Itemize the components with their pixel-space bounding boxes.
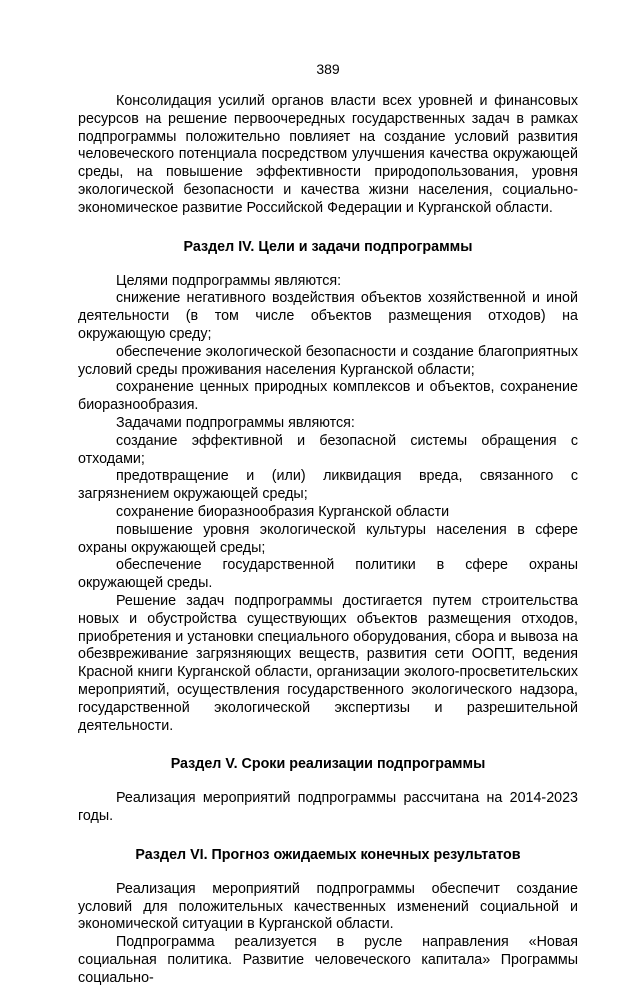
program-paragraph: Подпрограмма реализуется в русле направления «Новая социальная политика. Развитие человеческого капитала» Программы социально- xyxy=(78,934,578,986)
page-number: 389 xyxy=(316,61,340,77)
results-paragraph: Реализация мероприятий подпрограммы обеспечит создание условий для положительных качественных изменений социальной и экономической ситуации в Курганской области. xyxy=(78,880,578,933)
intro-paragraph: Консолидация усилий органов власти всех уровней и финансовых ресурсов на решение первоочередных государственных задач в рамках подпрограммы положительно повлияет на создание условий развития человеческого потенциала посредством улучшения качества окружающей среды, на повышение эффективности природопользования, уровня экологической безопасности и качества жизни населения, социально-экономическое развитие Российской Федерации и Курганской области. xyxy=(78,93,578,216)
goal-item: обеспечение экологической безопасности и создание благоприятных условий среды проживания населения Курганской области; xyxy=(78,343,578,378)
task-item: создание эффективной и безопасной системы обращения с отходами; xyxy=(78,432,578,467)
goals-label: Целями подпрограммы являются: xyxy=(116,272,342,289)
task-item: сохранение биоразнообразия Курганской области xyxy=(116,503,450,520)
section-6-heading: Раздел VI. Прогноз ожидаемых конечных результатов xyxy=(135,846,521,863)
section-5-heading: Раздел V. Сроки реализации подпрограммы xyxy=(170,756,486,773)
goal-item: сохранение ценных природных комплексов и объектов, сохранение биоразнообразия. xyxy=(78,379,578,414)
tasks-label: Задачами подпрограммы являются: xyxy=(116,414,355,431)
solution-paragraph: Решение задач подпрограммы достигается путем строительства новых и обустройства существующих объектов размещения отходов, приобретения и установки специального оборудования, сбора и вывоза на обезвреживание загрязняющих веществ, развития сети ООПТ, ведения Красной книги Курганской области, организации эколого-просветительских мероприятий, осуществления государственного экологического надзора, государственной экологической экспертизы и разрешительной деятельности. xyxy=(78,592,578,734)
section-4-heading: Раздел IV. Цели и задачи подпрограммы xyxy=(183,238,473,255)
task-item: обеспечение государственной политики в сфере охраны окружающей среды. xyxy=(78,557,578,592)
task-item: повышение уровня экологической культуры населения в сфере охраны окружающей среды; xyxy=(78,521,578,556)
task-item: предотвращение и (или) ликвидация вреда, связанного с загрязнением окружающей среды; xyxy=(78,468,578,503)
goal-item: снижение негативного воздействия объектов хозяйственной и иной деятельности (в том числе объектов размещения отходов) на окружающую среду; xyxy=(78,290,578,342)
timeline-paragraph: Реализация мероприятий подпрограммы рассчитана на 2014-2023 годы. xyxy=(78,790,578,825)
